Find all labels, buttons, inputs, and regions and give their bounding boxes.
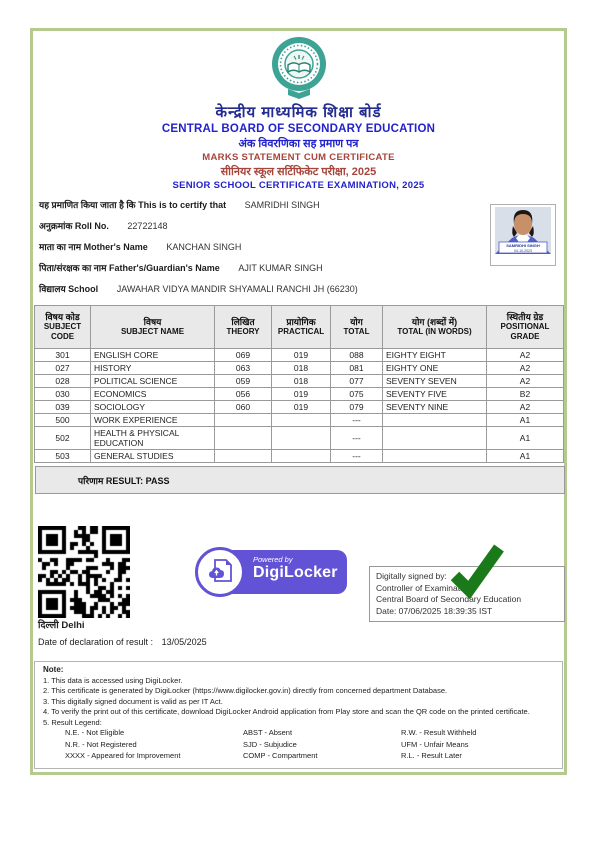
legend-item: R.W. - Result Withheld bbox=[401, 728, 477, 737]
org-name-hindi: केन्द्रीय माध्यमिक शिक्षा बोर्ड bbox=[215, 104, 382, 121]
school-row bbox=[39, 284, 558, 294]
col-theory: लिखित THEORY bbox=[215, 306, 272, 349]
declaration-date: 13/05/2025 bbox=[161, 637, 207, 647]
powered-by-label: Powered by bbox=[253, 555, 293, 564]
doc-title-hindi: अंक विवरणिका सह प्रमाण पत्र bbox=[238, 138, 359, 150]
school-name: JAWAHAR VIDYA MANDIR SHYAMALI RANCHI JH (66230) bbox=[116, 284, 358, 294]
digilocker-badge bbox=[195, 548, 347, 598]
cbse-logo-icon bbox=[268, 35, 330, 101]
notes-box bbox=[34, 661, 563, 769]
signer-title: Controller of Examinations bbox=[376, 582, 476, 593]
verification-section bbox=[33, 496, 564, 661]
doc-title-english: MARKS STATEMENT CUM CERTIFICATE bbox=[202, 152, 395, 163]
result-legend bbox=[65, 728, 554, 762]
photo-name-label: SAMRIDHI SINGH bbox=[506, 243, 540, 248]
exam-title-english: SENIOR SCHOOL CERTIFICATE EXAMINATION, 2025 bbox=[172, 180, 425, 191]
col-total: योग TOTAL bbox=[331, 306, 383, 349]
signature-date: Date: 07/06/2025 18:39:35 IST bbox=[376, 605, 493, 616]
table-row: 503 GENERAL STUDIES --- A1 bbox=[35, 450, 564, 463]
legend-item: XXXX - Appeared for Improvement bbox=[65, 751, 181, 760]
mother-label: माता का नाम Mother's Name bbox=[39, 242, 148, 252]
qr-code bbox=[38, 526, 130, 618]
note-item: 3. This digitally signed document is valid as per IT Act. bbox=[43, 696, 223, 706]
legend-item: UFM - Unfair Means bbox=[401, 739, 469, 749]
result-banner bbox=[35, 466, 565, 494]
declaration-row bbox=[38, 637, 207, 647]
col-practical: प्रायोगिक PRACTICAL bbox=[272, 306, 331, 349]
exam-title-hindi: सीनियर स्कूल सर्टिफिकेट परीक्षा, 2025 bbox=[220, 166, 377, 178]
legend-item: N.E. - Not Eligible bbox=[65, 728, 125, 737]
digilocker-cloud-icon bbox=[195, 547, 245, 597]
org-name-english: CENTRAL BOARD OF SECONDARY EDUCATION bbox=[161, 123, 436, 135]
photo-date-label: 04-10-2023 bbox=[514, 249, 532, 253]
table-row: 039 SOCIOLOGY 060 019 079 SEVENTY NINE A2 bbox=[35, 401, 564, 414]
school-label: विद्यालय School bbox=[39, 284, 99, 294]
student-name: SAMRIDHI SINGH bbox=[244, 200, 320, 210]
father-name: AJIT KUMAR SINGH bbox=[238, 263, 323, 273]
roll-label: अनुक्रमांक Roll No. bbox=[39, 221, 109, 231]
note-item: 2. This certificate is generated by DigiLocker (https://www.digilocker.gov.in) directly from concerned department Database. bbox=[43, 686, 448, 695]
legend-item: COMP - Compartment bbox=[243, 751, 318, 760]
legend-item: ABST - Absent bbox=[243, 728, 293, 737]
certificate-body bbox=[30, 28, 567, 775]
student-info bbox=[39, 200, 558, 294]
marks-table-section bbox=[34, 305, 563, 494]
marks-table bbox=[34, 305, 564, 463]
table-row: 301 ENGLISH CORE 069 019 088 EIGHTY EIGHT A2 bbox=[35, 349, 564, 362]
father-label: पिता/संरक्षक का नाम Father's/Guardian's Name bbox=[39, 263, 220, 273]
father-row bbox=[39, 263, 558, 273]
col-subject-code: विषय कोड SUBJECT CODE bbox=[35, 306, 91, 349]
student-photo bbox=[490, 204, 556, 266]
roll-row bbox=[39, 221, 558, 231]
legend-item: N.R. - Not Registered bbox=[65, 739, 137, 749]
note-item: 4. To verify the print out of this certificate, download DigiLocker Android application from Play store and scan the QR code on the printed certificate. bbox=[43, 707, 530, 716]
col-subject-name: विषय SUBJECT NAME bbox=[91, 306, 215, 349]
signed-by-label: Digitally signed by: bbox=[376, 571, 447, 581]
col-positional-grade: स्थितीय ग्रेड POSITIONAL GRADE bbox=[487, 306, 564, 349]
table-row: 502 HEALTH & PHYSICAL EDUCATION --- A1 bbox=[35, 427, 564, 450]
note-title: Note: bbox=[43, 665, 64, 674]
mother-name: KANCHAN SINGH bbox=[166, 242, 242, 252]
result-text: परिणाम RESULT: PASS bbox=[78, 475, 170, 486]
col-total-words: योग (शब्दों में) TOTAL (IN WORDS) bbox=[383, 306, 487, 349]
legend-item: R.L. - Result Later bbox=[401, 751, 462, 760]
verified-check-icon bbox=[447, 544, 505, 602]
certificate-header bbox=[33, 31, 564, 191]
table-row: 030 ECONOMICS 056 019 075 SEVENTY FIVE B2 bbox=[35, 388, 564, 401]
roll-number: 22722148 bbox=[127, 221, 168, 231]
legend-item: SJD - Subjudice bbox=[243, 739, 297, 749]
note-item: 1. This data is accessed using DigiLocker. bbox=[43, 675, 183, 685]
certify-row bbox=[39, 200, 558, 210]
digilocker-brand-label: DigiLocker bbox=[253, 564, 338, 581]
declaration-label: Date of declaration of result : bbox=[38, 637, 154, 647]
table-row: 500 WORK EXPERIENCE --- A1 bbox=[35, 414, 564, 427]
mother-row bbox=[39, 242, 558, 252]
place-label: दिल्ली Delhi bbox=[38, 620, 85, 631]
marks-table-header-row bbox=[35, 306, 564, 349]
table-row: 028 POLITICAL SCIENCE 059 018 077 SEVENTY SEVEN A2 bbox=[35, 375, 564, 388]
signer-org: Central Board of Secondary Education bbox=[376, 594, 522, 604]
note-item: 5. Result Legend: bbox=[43, 717, 102, 727]
table-row: 027 HISTORY 063 018 081 EIGHTY ONE A2 bbox=[35, 362, 564, 375]
certify-label: यह प्रमाणित किया जाता है कि This is to certify that bbox=[39, 200, 227, 210]
